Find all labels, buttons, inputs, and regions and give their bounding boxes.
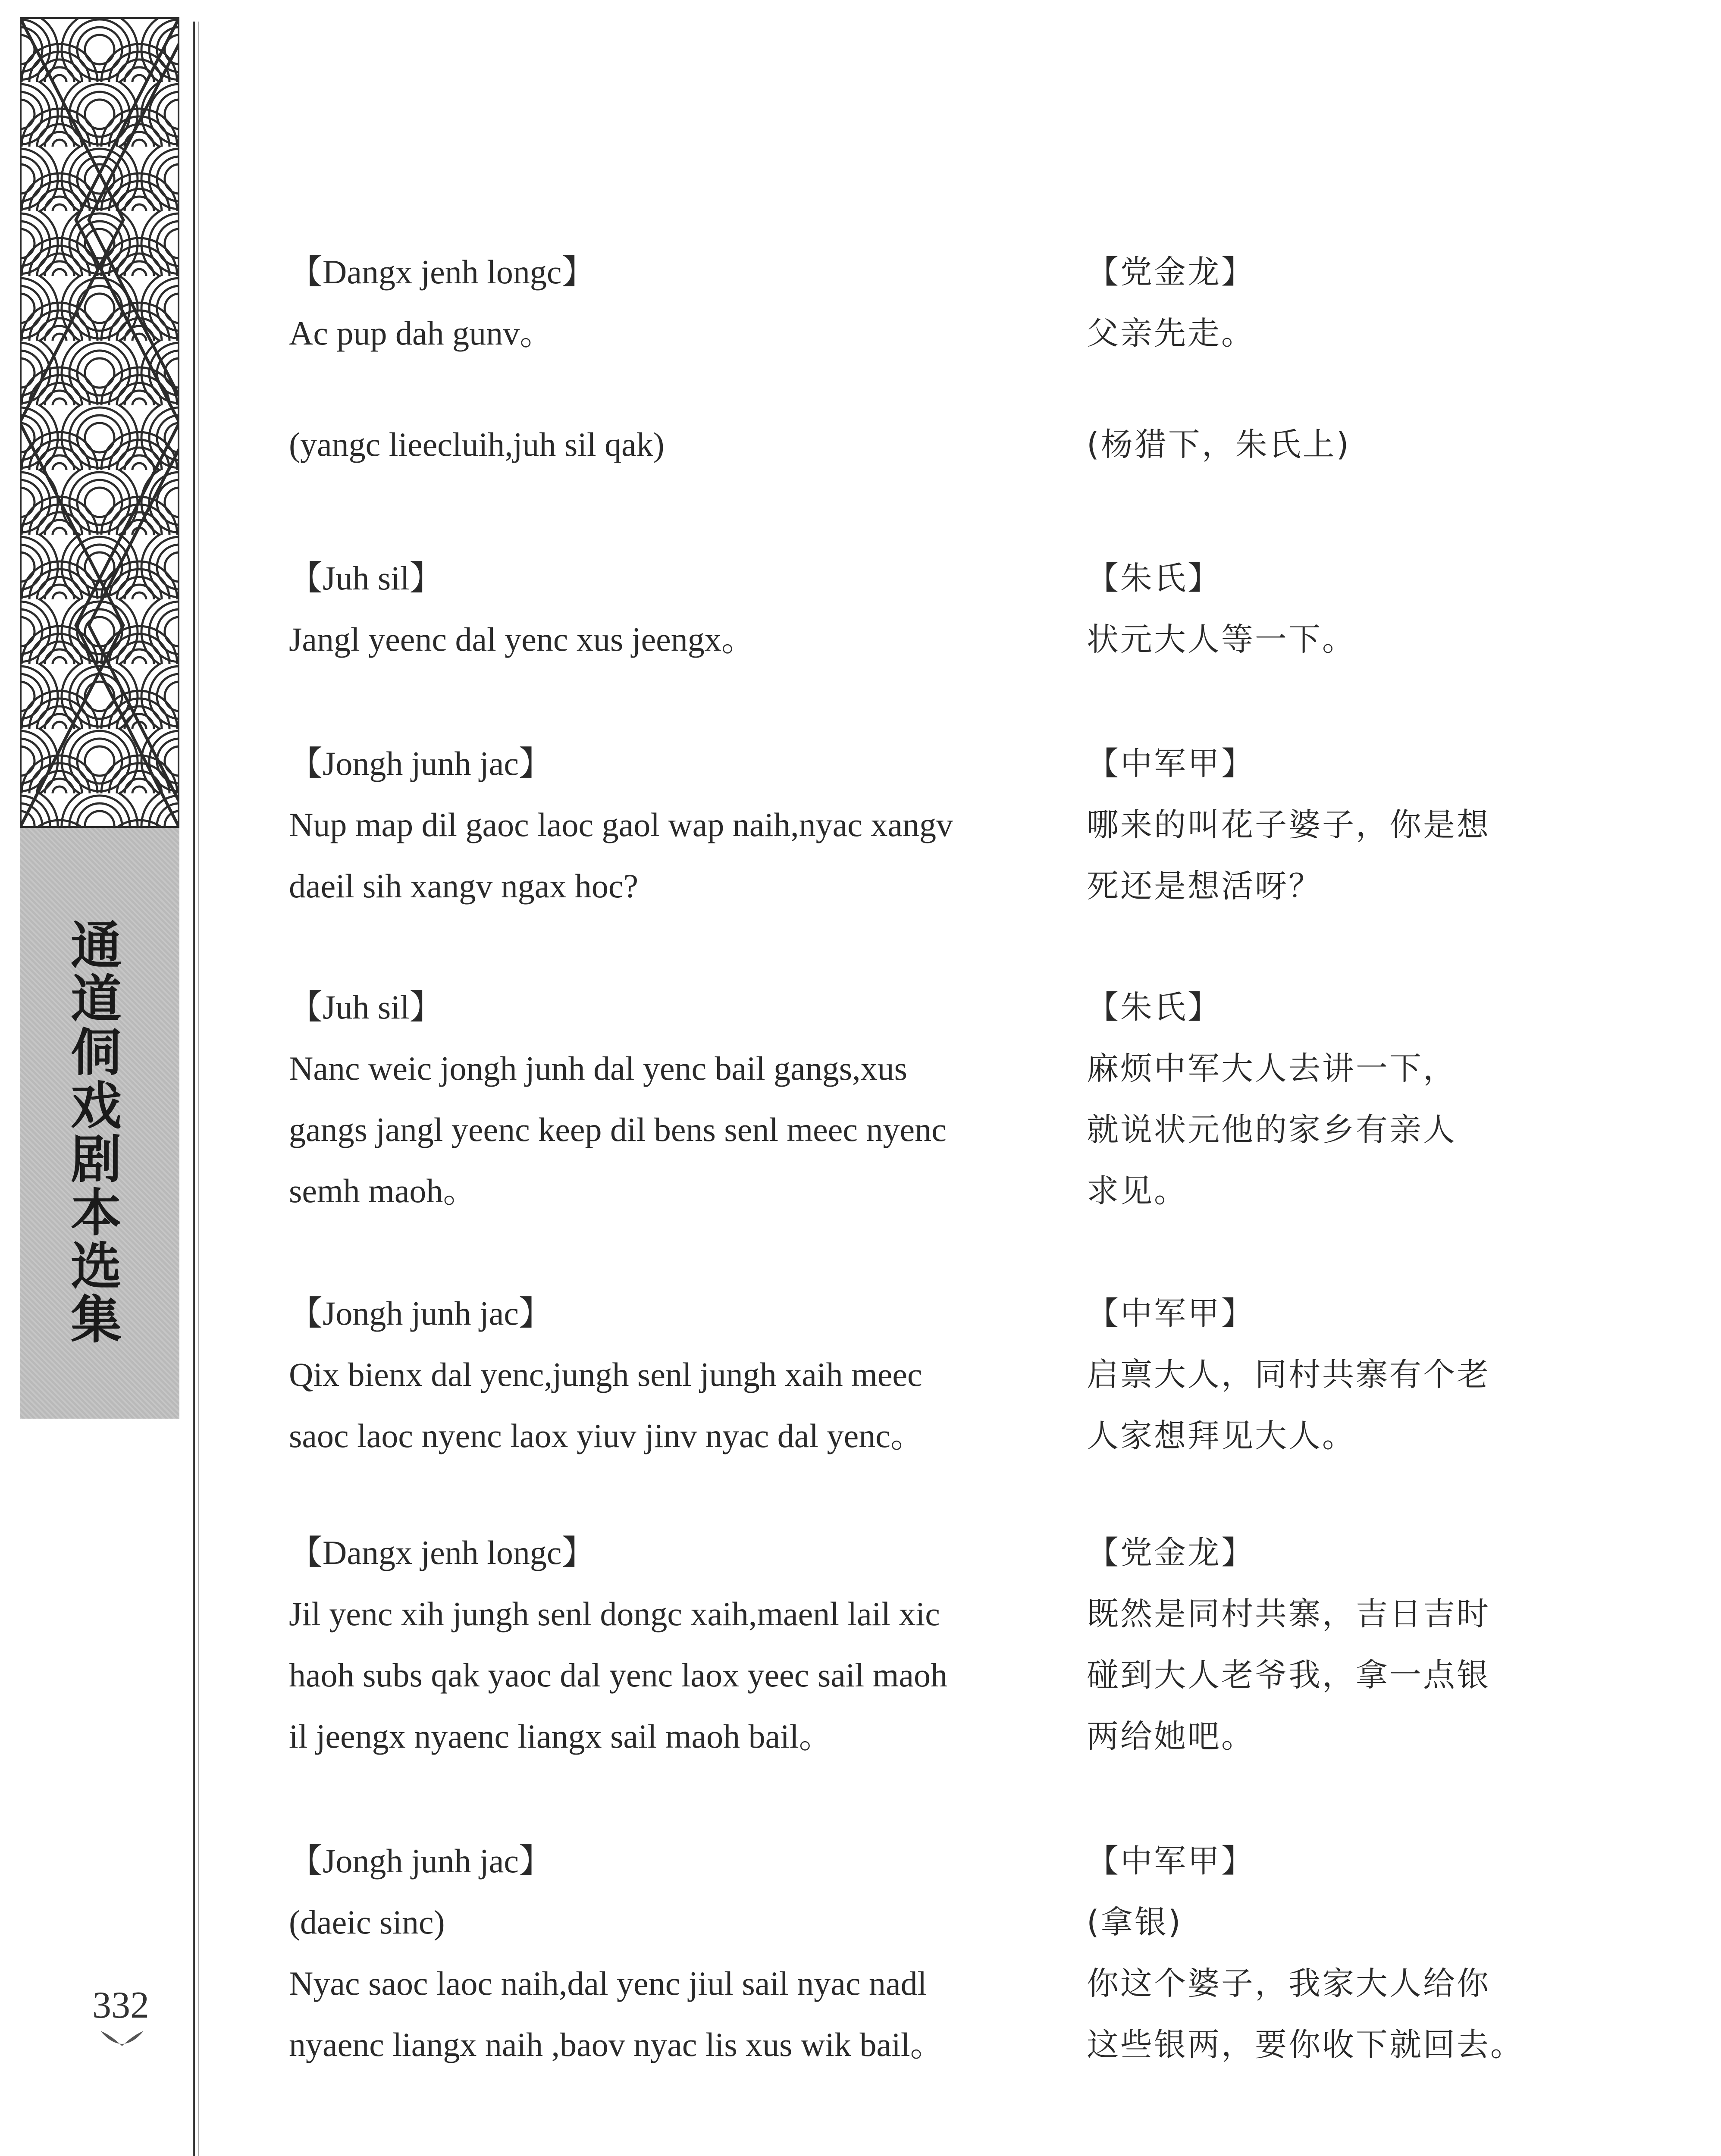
speaker-chinese: 【朱氏】 — [1087, 560, 1221, 597]
dialogue-line-chinese: 碰到大人老爷我，拿一点银 — [1087, 1657, 1490, 1694]
chinese-block-0 — [1087, 241, 1552, 364]
romanized-block-7 — [289, 1830, 1039, 2075]
speaker-romanized: 【Jongh junh jac】 — [289, 1842, 552, 1880]
page-number: 332 — [92, 1984, 149, 2026]
romanized-block-4 — [289, 977, 1039, 1222]
dialogue-line-romanized: Nanc weic jongh junh dal yenc bail gangs,xus — [289, 1050, 907, 1087]
dialogue-line-romanized: daeil sih xangv ngax hoc? — [289, 867, 639, 905]
decorative-wave-pattern — [20, 17, 179, 828]
dialogue-line-chinese: 两给她吧。 — [1087, 1718, 1255, 1755]
dialogue-line-chinese: 你这个婆子，我家大人给你 — [1087, 1965, 1490, 2002]
dialogue-line-chinese: 麻烦中军大人去讲一下， — [1087, 1050, 1457, 1087]
dialogue-line-chinese: 人家想拜见大人。 — [1087, 1417, 1356, 1454]
chinese-block-2 — [1087, 548, 1552, 670]
vertical-rule — [193, 22, 195, 2156]
dialogue-line-romanized: (yangc lieecluih,juh sil qak) — [289, 426, 665, 463]
chinese-block-5 — [1087, 1283, 1552, 1467]
speaker-romanized: 【Juh sil】 — [289, 988, 443, 1026]
dialogue-line-chinese: 这些银两，要你收下就回去。 — [1087, 2026, 1524, 2063]
speaker-romanized: 【Juh sil】 — [289, 559, 443, 597]
speaker-chinese: 【党金龙】 — [1087, 1534, 1255, 1571]
romanized-block-6 — [289, 1522, 1039, 1767]
dialogue-line-romanized: Nyac saoc laoc naih,dal yenc jiul sail nyac nadl — [289, 1965, 927, 2002]
dialogue-line-romanized: il jeengx nyaenc liangx sail maoh bail。 — [289, 1717, 833, 1755]
vertical-rule-thin — [198, 22, 199, 2156]
dialogue-line-chinese: 求见。 — [1087, 1172, 1188, 1210]
dialogue-line-chinese: 状元大人等一下。 — [1087, 621, 1356, 658]
dialogue-line-chinese: 就说状元他的家乡有亲人 — [1087, 1111, 1457, 1148]
speaker-romanized: 【Jongh junh jac】 — [289, 745, 552, 782]
dialogue-line-chinese: (拿银) — [1087, 1904, 1182, 1941]
dialogue-line-romanized: saoc laoc nyenc laox yiuv jinv nyac dal yenc。 — [289, 1417, 924, 1454]
dialogue-line-chinese: (杨猎下，朱氏上) — [1087, 426, 1351, 463]
dialogue-line-chinese: 既然是同村共寨，吉日吉时 — [1087, 1595, 1490, 1633]
chinese-block-6 — [1087, 1522, 1552, 1767]
dialogue-line-romanized: Jangl yeenc dal yenc xus jeengx。 — [289, 620, 755, 658]
page-number-ornament-icon — [98, 2027, 146, 2053]
chinese-block-7 — [1087, 1830, 1552, 2075]
dialogue-line-romanized: Ac pup dah gunv。 — [289, 314, 554, 352]
dialogue-line-romanized: Qix bienx dal yenc,jungh senl jungh xaih meec — [289, 1356, 922, 1393]
chinese-block-1 — [1087, 414, 1552, 475]
dialogue-line-romanized: Nup map dil gaoc laoc gaol wap naih,nyac xangv — [289, 806, 953, 843]
romanized-block-1 — [289, 414, 1039, 475]
romanized-block-0 — [289, 241, 1039, 364]
speaker-chinese: 【朱氏】 — [1087, 989, 1221, 1026]
dialogue-line-romanized: haoh subs qak yaoc dal yenc laox yeec sail maoh — [289, 1656, 947, 1694]
romanized-block-5 — [289, 1283, 1039, 1467]
chinese-block-3 — [1087, 733, 1552, 917]
speaker-chinese: 【中军甲】 — [1087, 1843, 1255, 1880]
dialogue-line-romanized: Jil yenc xih jungh senl dongc xaih,maenl lail xic — [289, 1595, 940, 1633]
speaker-romanized: 【Jongh junh jac】 — [289, 1294, 552, 1332]
romanized-block-3 — [289, 733, 1039, 917]
dialogue-line-chinese: 父亲先走。 — [1087, 315, 1255, 352]
dialogue-line-romanized: gangs jangl yeenc keep dil bens senl meec nyenc — [289, 1111, 947, 1148]
speaker-romanized: 【Dangx jenh longc】 — [289, 1534, 596, 1571]
speaker-chinese: 【党金龙】 — [1087, 254, 1255, 291]
dialogue-line-chinese: 启禀大人，同村共寨有个老 — [1087, 1356, 1490, 1393]
dialogue-line-romanized: semh maoh。 — [289, 1172, 477, 1210]
chinese-block-4 — [1087, 977, 1552, 1222]
speaker-chinese: 【中军甲】 — [1087, 1295, 1255, 1332]
book-title-vertical: 通道侗戏剧本选集 — [62, 918, 122, 1346]
speaker-chinese: 【中军甲】 — [1087, 745, 1255, 782]
dialogue-line-chinese: 死还是想活呀？ — [1087, 868, 1322, 905]
dialogue-line-romanized: nyaenc liangx naih ,baov nyac lis xus wik bail。 — [289, 2026, 944, 2063]
romanized-block-2 — [289, 548, 1039, 670]
dialogue-line-chinese: 哪来的叫花子婆子，你是想 — [1087, 806, 1490, 843]
dialogue-line-romanized: (daeic sinc) — [289, 1903, 445, 1941]
speaker-romanized: 【Dangx jenh longc】 — [289, 253, 596, 291]
